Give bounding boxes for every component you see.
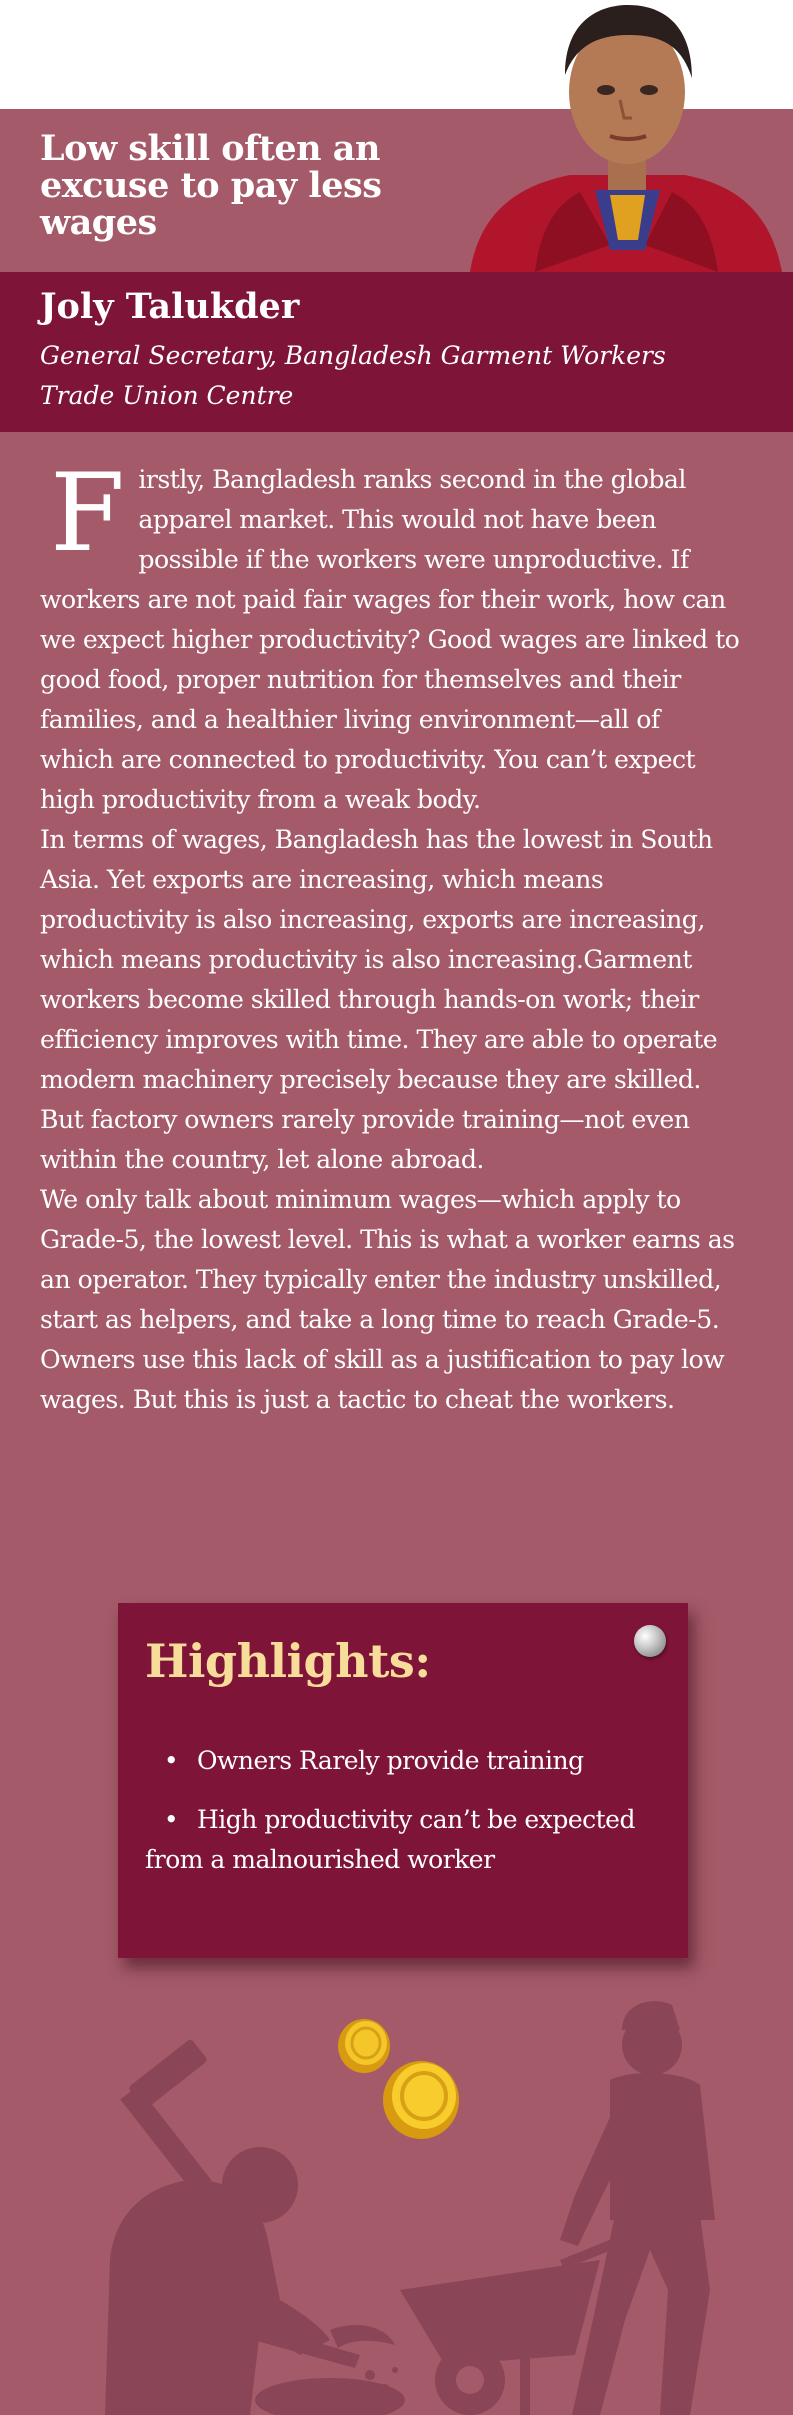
coin-icon: [383, 2061, 459, 2139]
article-paragraph-2: In terms of wages, Bangladesh has the lowest in South Asia. Yet exports are increasing, which means productivity is also increasing, exports are increasing, which means productivity is also increasing.Garment workers become skilled through hands-on work; their efficiency improves with time. They are able to operate modern machinery precisely because they are skilled. But factory owners rarely provide training—not even within the country, let alone abroad.: [40, 825, 718, 1174]
highlight-text: High productivity can’t be expected from a malnourished worker: [145, 1805, 635, 1874]
article-paragraph-1: irstly, Bangladesh ranks second in the global apparel market. This would not have been possible if the workers were unproductive. If workers are not paid fair wages for their work, how can we expect higher productivity? Good wages are linked to good food, proper nutrition for themselves and their families, and a healthier living environment—all of which are connected to productivity. You can’t expect high productivity from a weak body.: [40, 465, 740, 814]
person-name: Joly Talukder: [40, 286, 300, 327]
drop-cap: F: [50, 451, 125, 576]
person-role: General Secretary, Bangladesh Garment Workers Trade Union Centre: [40, 341, 666, 410]
highlight-text: Owners Rarely provide training: [197, 1746, 584, 1775]
article-body: [40, 451, 740, 1420]
highlights-title: Highlights:: [145, 1634, 431, 1688]
article-paragraph-3: We only talk about minimum wages—which apply to Grade-5, the lowest level. This is what a worker earns as an operator. They typically enter the industry unskilled, start as helpers, and take a long time to reach Grade-5. Owners use this lack of skill as a justification to pay low wages. But this is just a tactic to cheat the workers.: [40, 1185, 735, 1414]
bullet-icon: •: [163, 1746, 179, 1775]
highlights-list: [145, 1741, 665, 1899]
portrait-photo: [460, 0, 793, 272]
worker-silhouette-icon: [560, 2001, 715, 2415]
highlights-box: [118, 1603, 688, 1958]
worker-silhouette-icon: [105, 2038, 405, 2415]
pushpin-icon: [634, 1625, 666, 1657]
headline: Low skill often an excuse to pay less wages: [40, 128, 382, 243]
bullet-icon: •: [163, 1805, 179, 1834]
workers-illustration: [0, 1960, 793, 2415]
highlight-item: [145, 1800, 665, 1880]
coin-icon: [338, 2019, 390, 2073]
highlight-item: [145, 1741, 665, 1781]
